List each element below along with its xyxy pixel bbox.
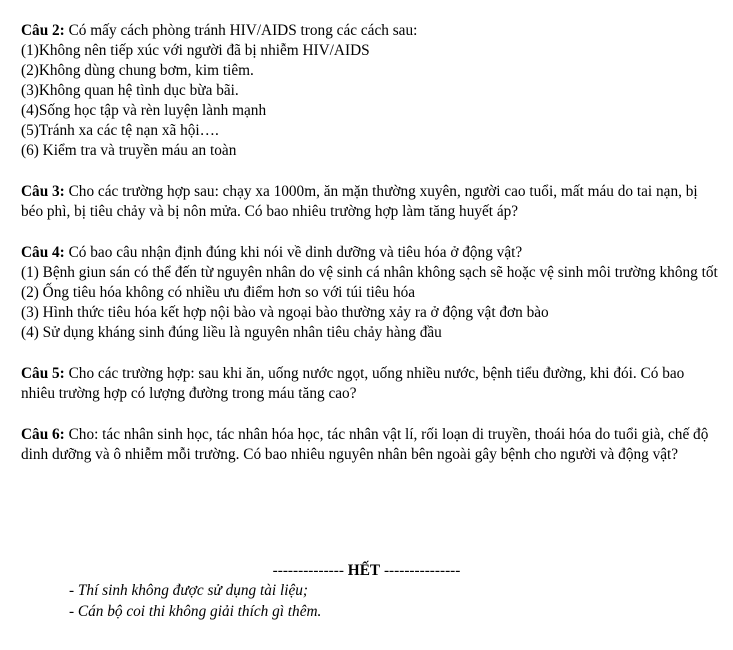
question-stem: Câu 5: Cho các trường hợp: sau khi ăn, uống nước ngọt, uống nhiều nước, bệnh tiểu đường, khi đói. Có bao nhiêu trường hợp có lượng đường trong máu tăng cao? bbox=[21, 365, 685, 402]
question-5 bbox=[21, 364, 721, 404]
answer-option: (6) Kiểm tra và truyền máu an toàn bbox=[21, 142, 237, 159]
question-4 bbox=[21, 243, 721, 343]
question-6 bbox=[21, 425, 721, 465]
answer-option: (3) Hình thức tiêu hóa kết hợp nội bào và ngoại bào thường xảy ra ở động vật đơn bào bbox=[21, 304, 549, 321]
question-label: Câu 5: bbox=[21, 365, 65, 382]
question-label: Câu 6: bbox=[21, 426, 65, 443]
answer-option: (5)Tránh xa các tệ nạn xã hội…. bbox=[21, 122, 219, 139]
answer-option: (3)Không quan hệ tình dục bừa bãi. bbox=[21, 82, 239, 99]
question-2 bbox=[21, 21, 721, 161]
answer-option: (1) Bệnh giun sán có thể đến từ nguyên nhân do vệ sinh cá nhân không sạch sẽ hoặc vệ sinh môi trường không tốt bbox=[21, 264, 718, 281]
exam-notes bbox=[69, 580, 321, 622]
answer-option: (2)Không dùng chung bơm, kim tiêm. bbox=[21, 62, 254, 79]
answer-option: (4) Sử dụng kháng sinh đúng liều là nguyên nhân tiêu chảy hàng đầu bbox=[21, 324, 442, 341]
question-label: Câu 3: bbox=[21, 183, 65, 200]
end-label: HẾT bbox=[347, 562, 381, 579]
divider-dashes-left: -------------- bbox=[272, 562, 344, 579]
question-stem: Câu 3: Cho các trường hợp sau: chạy xa 1000m, ăn mặn thường xuyên, người cao tuổi, mất máu do tai nạn, bị béo phì, bị tiêu chảy và bị nôn mửa. Có bao nhiêu trường hợp làm tăng huyết áp? bbox=[21, 183, 698, 220]
divider-dashes-right: --------------- bbox=[383, 562, 461, 579]
note-line: - Cán bộ coi thi không giải thích gì thêm. bbox=[69, 603, 322, 620]
question-label: Câu 2: bbox=[21, 22, 65, 39]
question-3 bbox=[21, 182, 721, 222]
end-of-exam-divider bbox=[0, 561, 733, 581]
note-line: - Thí sinh không được sử dụng tài liệu; bbox=[69, 582, 308, 599]
question-label: Câu 4: bbox=[21, 244, 65, 261]
question-stem: Câu 4: Có bao câu nhận định đúng khi nói về dinh dưỡng và tiêu hóa ở động vật? bbox=[21, 244, 523, 261]
exam-page bbox=[21, 21, 721, 486]
question-stem: Câu 6: Cho: tác nhân sinh học, tác nhân hóa học, tác nhân vật lí, rối loạn di truyền, thoái hóa do tuổi già, chế độ dinh dưỡng và ô nhiễm mỗi trường. Có bao nhiêu nguyên nhân bên ngoài gây bệnh cho người và động vật? bbox=[21, 426, 709, 463]
answer-option: (1)Không nên tiếp xúc với người đã bị nhiễm HIV/AIDS bbox=[21, 42, 370, 59]
answer-option: (2) Ống tiêu hóa không có nhiều ưu điểm hơn so với túi tiêu hóa bbox=[21, 284, 416, 301]
answer-option: (4)Sống học tập và rèn luyện lành mạnh bbox=[21, 102, 267, 119]
question-stem: Câu 2: Có mấy cách phòng tránh HIV/AIDS trong các cách sau: bbox=[21, 22, 418, 39]
